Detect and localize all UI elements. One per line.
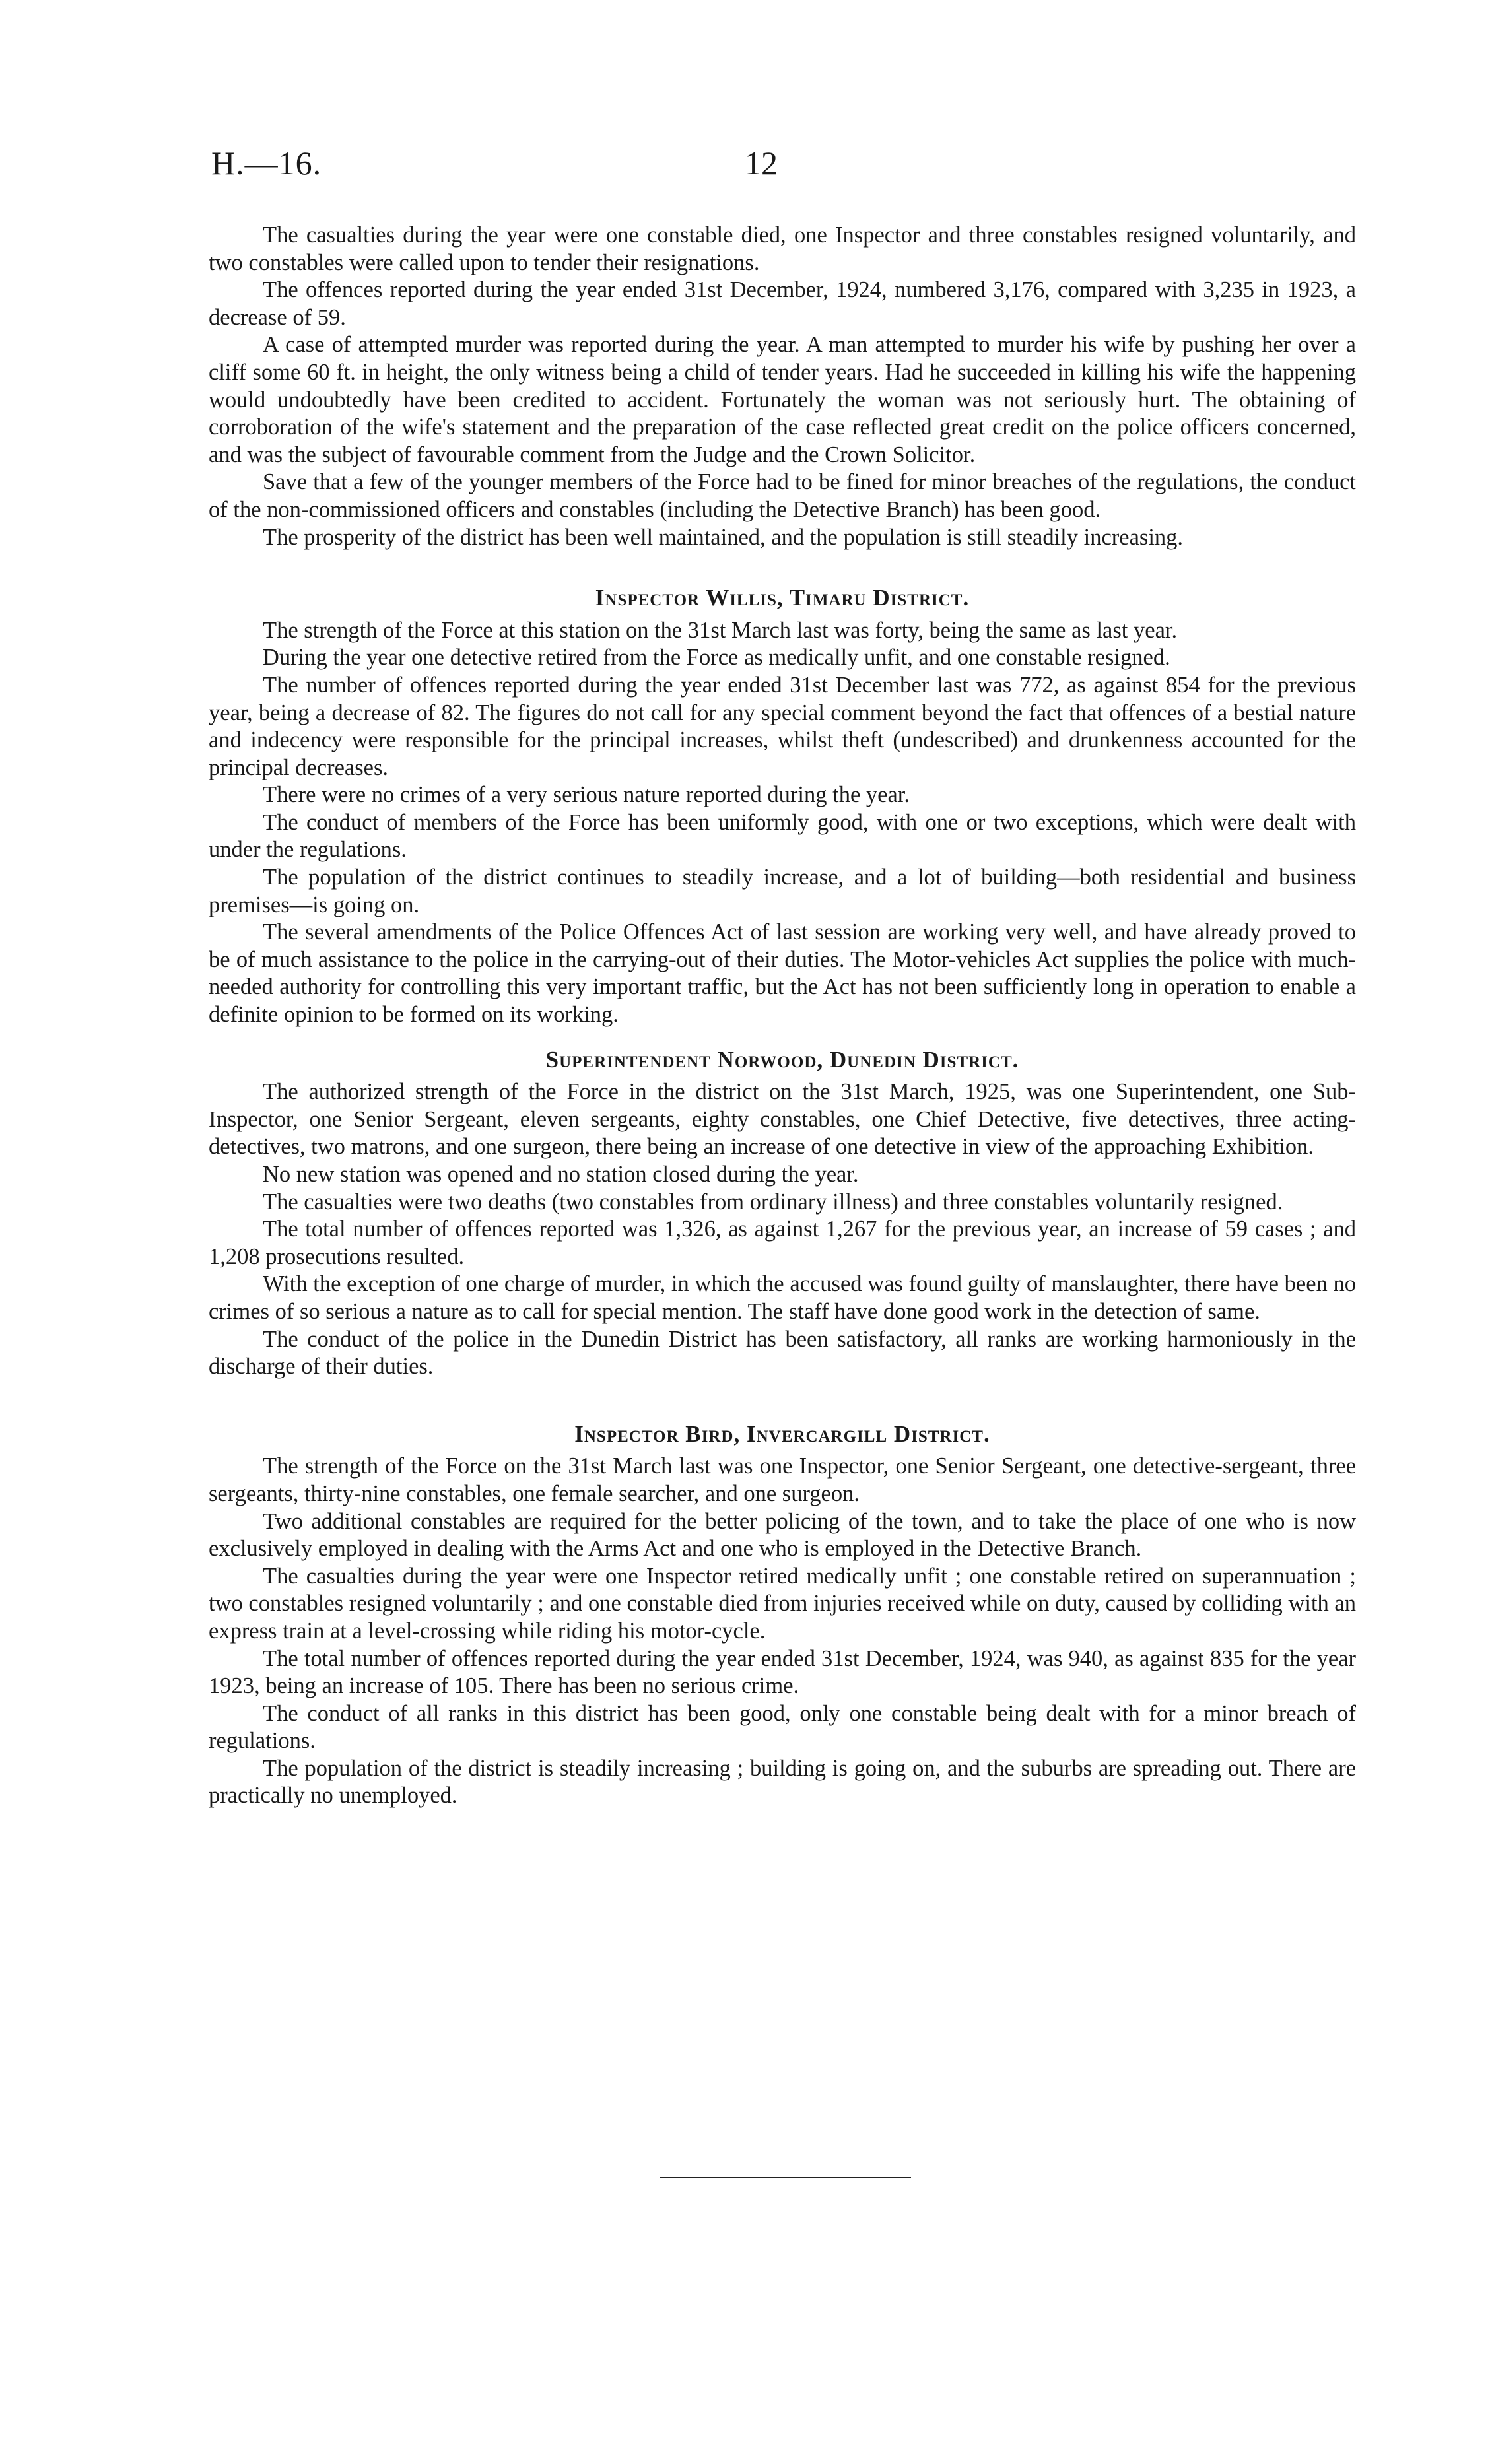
section-heading: Inspector Bird, Invercargill District.	[574, 1420, 990, 1447]
paragraph: The strength of the Force on the 31st March last was one Inspector, one Senior Sergeant, one detective-sergeant, three sergeants, thirty-nine constables, one female searcher, and one surgeon.	[209, 1453, 1356, 1506]
paragraph: The authorized strength of the Force in the district on the 31st March, 1925, was one Superintendent, one Sub-Inspector, one Senior Sergeant, eleven sergeants, eighty constables, one Chief Detective, five detectives, three acting-detectives, two matrons, and one surgeon, there being an increase of one detective in view of the approaching Exhibition.	[209, 1079, 1356, 1160]
paragraph: There were no crimes of a very serious nature reported during the year.	[263, 782, 910, 808]
paragraph: The total number of offences reported during the year ended 31st December, 1924, was 940, as against 835 for the year 1923, being an increase of 105. There has been no serious crime.	[209, 1646, 1356, 1699]
page-number: 12	[745, 145, 778, 182]
paragraph: The several amendments of the Police Offences Act of last session are working very well, and have already proved to be of much assistance to the police in the carrying-out of their duties. The Motor-vehicles Act supplies the police with much-needed authority for controlling this very important traffic, but the Act has not been sufficiently long in operation to enable a definite opinion to be formed on its working.	[209, 919, 1356, 1028]
report-body	[209, 222, 1356, 1810]
section-invercargill	[209, 1420, 1356, 1810]
paragraph: Two additional constables are required for the better policing of the town, and to take the place of one who is now exclusively employed in dealing with the Arms Act and one who is employed in the Detective Branch.	[209, 1508, 1356, 1562]
paragraph: A case of attempted murder was reported during the year. A man attempted to murder his wife by pushing her over a cliff some 60 ft. in height, the only witness being a child of tender years. Had he succeeded in killing his wife the happening would undoubtedly have been credited to accident. Fortunately the woman was not seriously hurt. The obtaining of corroboration of the wife's statement and the preparation of the case reflected great credit on the police officers concerned, and was the subject of favourable comment from the Judge and the Crown Solicitor.	[209, 332, 1356, 467]
paragraph: The casualties were two deaths (two constables from ordinary illness) and three constables voluntarily resigned.	[263, 1189, 1283, 1215]
paragraph: Save that a few of the younger members of the Force had to be fined for minor breaches of the regulations, the conduct of the non-commissioned officers and constables (including the Detective Branch) has been good.	[209, 469, 1356, 522]
intro-section	[209, 222, 1356, 551]
paragraph: No new station was opened and no station closed during the year.	[263, 1162, 859, 1187]
document-reference: H.—16.	[211, 145, 322, 182]
paragraph: During the year one detective retired from the Force as medically unfit, and one constable resigned.	[263, 645, 1170, 671]
paragraph: The total number of offences reported was 1,326, as against 1,267 for the previous year, an increase of 59 cases ; and 1,208 prosecutions resulted.	[209, 1216, 1356, 1269]
paragraph: The offences reported during the year ended 31st December, 1924, numbered 3,176, compared with 3,235 in 1923, a decrease of 59.	[209, 277, 1356, 330]
paragraph: The casualties during the year were one Inspector retired medically unfit ; one constable retired on superannuation ; two constables resigned voluntarily ; and one constable died from injuries received while on duty, caused by colliding with an express train at a level-crossing while riding his motor-cycle.	[209, 1563, 1356, 1644]
section-heading: Inspector Willis, Timaru District.	[595, 585, 970, 611]
paragraph: The prosperity of the district has been well maintained, and the population is still steadily increasing.	[263, 524, 1184, 550]
paragraph: The number of offences reported during the year ended 31st December last was 772, as against 854 for the previous year, being a decrease of 82. The figures do not call for any special comment beyond the fact that offences of a bestial nature and indecency were responsible for the principal increases, whilst theft (undescribed) and drunkenness accounted for the principal decreases.	[209, 672, 1356, 780]
paragraph: The conduct of all ranks in this district has been good, only one constable being dealt with for a minor breach of regulations.	[209, 1700, 1356, 1754]
paragraph: With the exception of one charge of murder, in which the accused was found guilty of manslaughter, there have been no crimes of so serious a nature as to call for special mention. The staff have done good work in the detection of same.	[209, 1271, 1356, 1324]
closing-rule	[660, 2177, 911, 2178]
paragraph: The population of the district is steadily increasing ; building is going on, and the suburbs are spreading out. There are practically no unemployed.	[209, 1755, 1356, 1809]
paragraph: The strength of the Force at this station on the 31st March last was forty, being the same as last year.	[263, 617, 1178, 643]
paragraph: The casualties during the year were one constable died, one Inspector and three constables resigned voluntarily, and two constables were called upon to tender their resignations.	[209, 222, 1356, 275]
section-dunedin	[209, 1046, 1356, 1381]
paragraph: The population of the district continues to steadily increase, and a lot of building—both residential and business premises—is going on.	[209, 865, 1356, 917]
paragraph: The conduct of the police in the Dunedin District has been satisfactory, all ranks are working harmoniously in the discharge of their duties.	[209, 1326, 1356, 1380]
section-heading: Superintendent Norwood, Dunedin District.	[545, 1046, 1019, 1073]
paragraph: The conduct of members of the Force has been uniformly good, with one or two exceptions, which were dealt with under the regulations.	[209, 809, 1356, 863]
section-timaru	[209, 584, 1356, 1029]
